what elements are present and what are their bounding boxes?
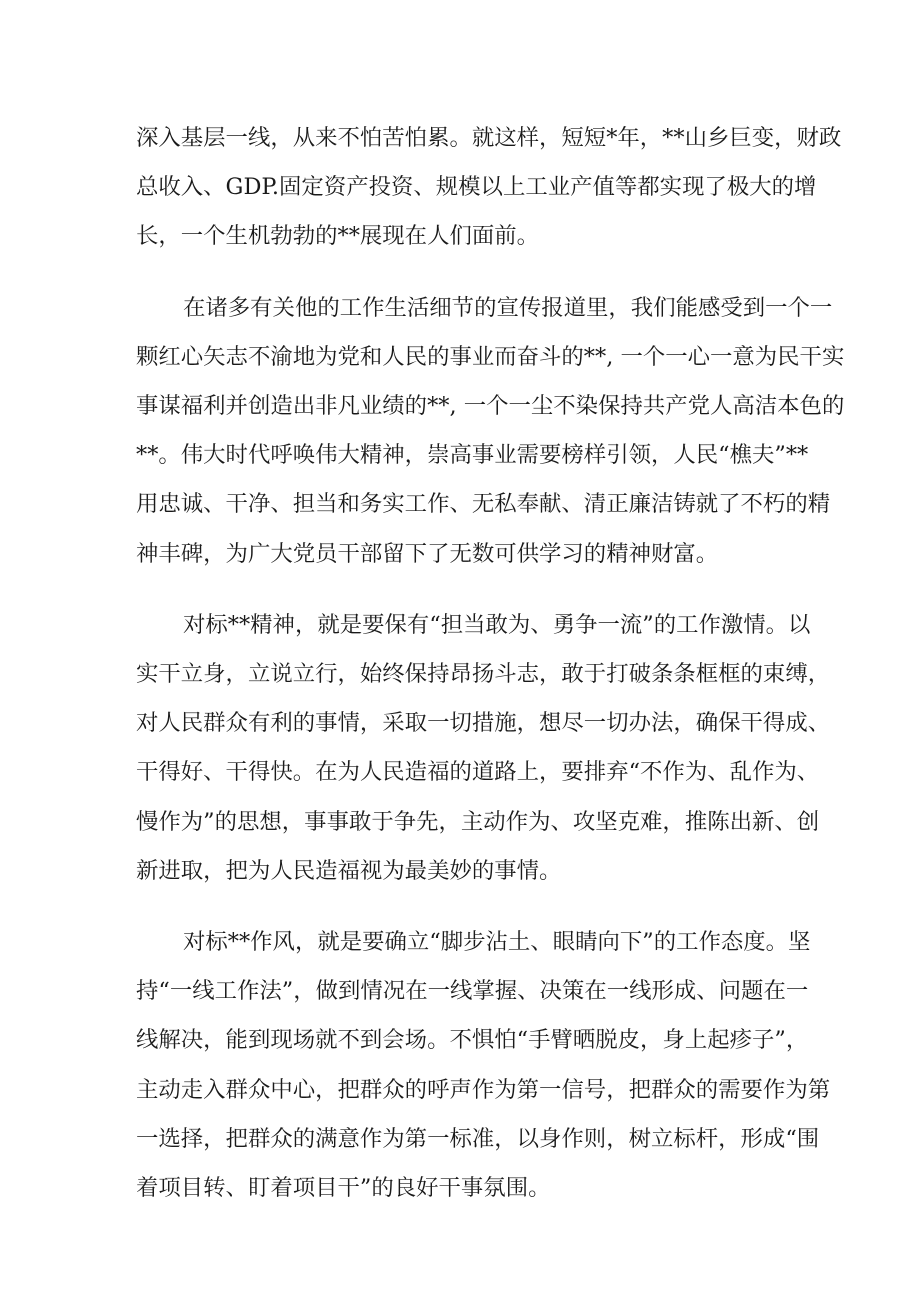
paragraph-1	[136, 114, 842, 262]
text-line: 事谋福利并创造出非凡业绩的**, 一个一尘不染保持共产党人高洁本色的	[136, 393, 845, 420]
paragraph-spacing	[136, 579, 776, 601]
text-line: 新进取，把为人民造福视为最美妙的事情。	[136, 857, 562, 884]
text-line: 长，一个生机勃勃的**展现在人们面前。	[136, 223, 540, 250]
text-line: 神丰碑，为广大党员干部留下了无数可供学习的精神财富。	[136, 540, 719, 567]
text-line: 干得好、干得快。在为人民造福的道路上，要排弃“不作为、乱作为、	[136, 759, 820, 786]
document-body	[136, 114, 845, 1213]
paragraph-3	[136, 601, 831, 896]
text-line: 持“一线工作法”，做到情况在一线掌握、决策在一线形成、问题在一	[136, 978, 809, 1005]
text-line: **。伟大时代呼唤伟大精神，崇高事业需要榜样引领，人民“樵夫”**	[136, 442, 809, 469]
text-line: 用忠诚、干净、担当和务实工作、无私奉献、清正廉洁铸就了不朽的精	[136, 491, 831, 518]
paragraph-spacing	[136, 262, 776, 284]
text-line: 对标**作风，就是要确立“脚步沾土、眼睛向下”的工作态度。坚	[183, 929, 811, 956]
text-line: 实干立身，立说立行，始终保持昂扬斗志，敢于打破条条框框的束缚，	[136, 661, 831, 688]
text-line: 颗红心矢志不渝地为党和人民的事业而奋斗的**, 一个一心一意为民干实	[136, 343, 845, 370]
text-line: 对人民群众有利的事情，采取一切措施，想尽一切办法，确保干得成、	[136, 710, 831, 737]
text-line: 一选择，把群众的满意作为第一标准，以身作则，树立标杆，形成“围	[136, 1125, 820, 1152]
paragraph-4	[136, 918, 831, 1213]
text-line: 主动走入群众中心，把群众的呼声作为第一信号，把群众的需要作为第	[136, 1076, 831, 1103]
text-line: 线解决，能到现场就不到会场。不惧怕“手臂晒脱皮，身上起疹子”，	[136, 1027, 809, 1054]
text-line: 在诸多有关他的工作生活细节的宣传报道里，我们能感受到一个一	[183, 294, 833, 321]
text-line: 着项目转、盯着项目干”的良好干事氛围。	[136, 1175, 551, 1202]
text-line: 总收入、GDP.固定资产投资、规模以上工业产值等都实现了极大的增	[136, 174, 817, 201]
text-line: 深入基层一线，从来不怕苦怕累。就这样，短短*年，**山乡巨变，财政	[136, 125, 842, 151]
paragraph-spacing	[136, 896, 776, 918]
paragraph-2	[136, 284, 845, 579]
text-line: 对标**精神，就是要保有“担当敢为、勇争一流”的工作激情。以	[183, 611, 811, 638]
text-line: 慢作为”的思想，事事敢于争先，主动作为、攻坚克难，推陈出新、创	[136, 808, 820, 835]
